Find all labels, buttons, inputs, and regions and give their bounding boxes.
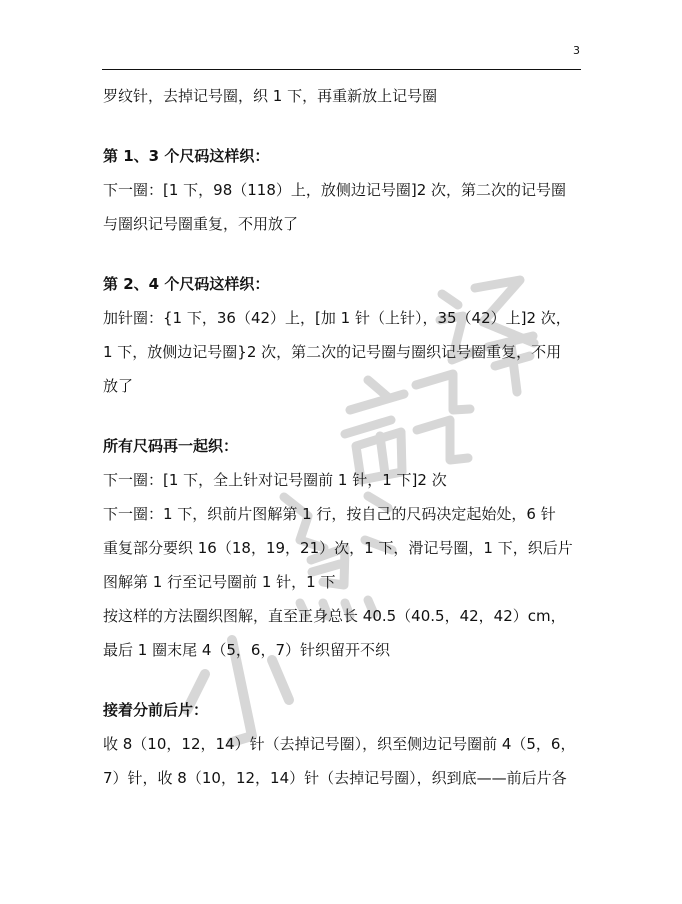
section-3-line-1: 下一圈：[1 下，全上针对记号圈前 1 针，1 下]2 次 (103, 471, 447, 489)
header-rule (102, 69, 581, 70)
section-3-line-2: 下一圈：1 下，织前片图解第 1 行，按自己的尺码决定起始处，6 针 (103, 505, 556, 523)
section-1-line-2: 与圈织记号圈重复，不用放了 (103, 215, 299, 233)
section-4-heading: 接着分前后片： (103, 701, 209, 719)
section-2-heading: 第 2、4 个尺码这样织： (103, 275, 270, 293)
section-4-line-2: 7）针，收 8（10，12，14）针（去掉记号圈），织到底——前后片各 (103, 769, 567, 787)
section-3-line-3: 重复部分要织 16（18，19，21）次，1 下，滑记号圈，1 下，织后片 (103, 539, 573, 557)
section-2-line-2: 1 下，放侧边记号圈}2 次，第二次的记号圈与圈织记号圈重复，不用 (103, 343, 562, 361)
section-3-line-4: 图解第 1 行至记号圈前 1 针，1 下 (103, 573, 336, 591)
intro-line: 罗纹针，去掉记号圈，织 1 下，再重新放上记号圈 (103, 87, 438, 105)
section-2-line-3: 放了 (103, 377, 134, 395)
paragraph-gap (103, 120, 585, 146)
section-1-line-1: 下一圈：[1 下，98（118）上，放侧边记号圈]2 次，第二次的记号圈 (103, 181, 567, 199)
section-4-line-1: 收 8（10，12，14）针（去掉记号圈），织至侧边记号圈前 4（5，6， (103, 735, 576, 753)
paragraph-gap (103, 248, 585, 274)
section-1-heading: 第 1、3 个尺码这样织： (103, 147, 270, 165)
document-body (103, 86, 585, 802)
section-3-heading: 所有尺码再一起织： (103, 437, 239, 455)
section-2-line-1: 加针圈：{1 下，36（42）上，[加 1 针（上针），35（42）上]2 次， (103, 309, 571, 327)
section-3-line-6: 最后 1 圈末尾 4（5，6，7）针织留开不织 (103, 641, 391, 659)
paragraph-gap (103, 674, 585, 700)
paragraph-gap (103, 410, 585, 436)
section-3-line-5: 按这样的方法圈织图解，直至正身总长 40.5（40.5，42，42）cm， (103, 607, 566, 625)
page-number: 3 (573, 44, 580, 57)
